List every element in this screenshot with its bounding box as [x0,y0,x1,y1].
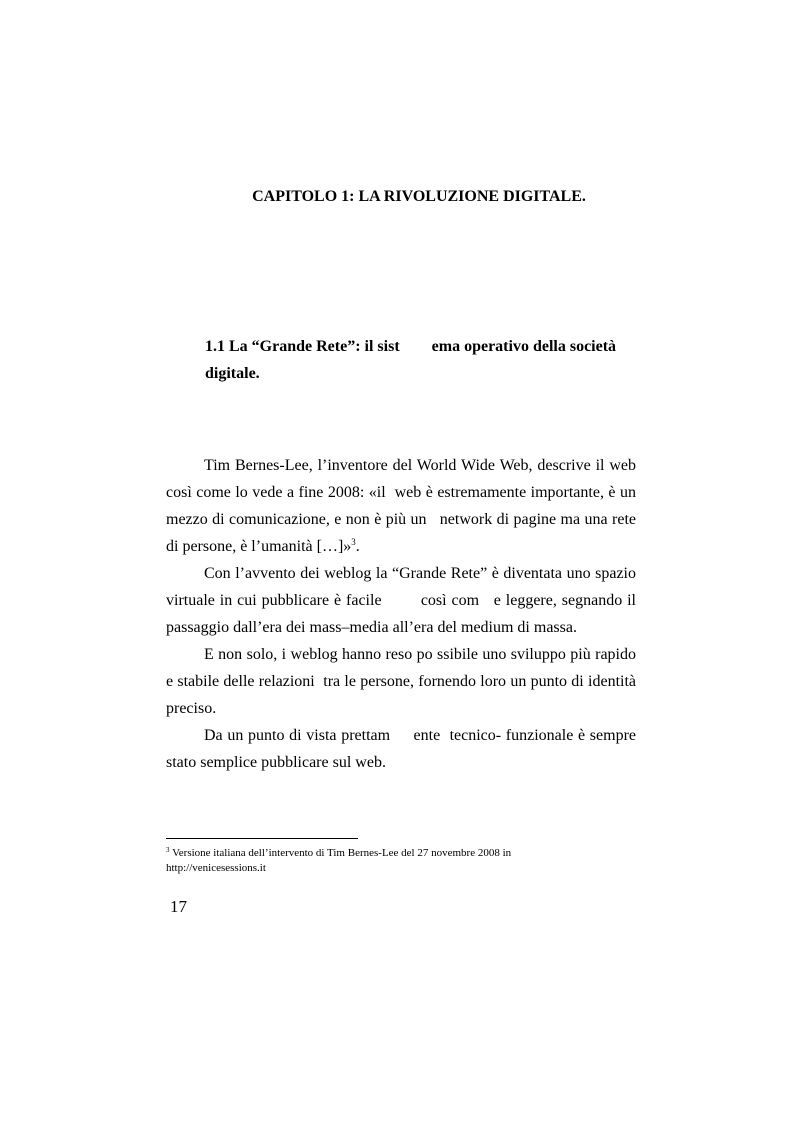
text-line: mezzo di comunicazione, e non è più un network di pagine ma una rete [166,511,636,528]
footnote-link[interactable]: http://venicesessions.it [166,862,266,874]
text-line: virtuale in cui pubblicare è facile così com e leggere, segnando il [166,592,636,609]
text-line: Tim Bernes-Lee, l’inventore del World Wide Web, descrive il web [204,457,636,474]
paragraph [166,641,636,722]
body-text [166,452,636,776]
footnote-line-1 [166,846,636,861]
text-line: stato semplice pubblicare sul web. [166,754,386,771]
text-line: e stabile delle relazioni tra le persone, fornendo loro un punto di identità [166,673,636,690]
footnote-separator [166,838,358,839]
paragraph [166,722,636,776]
text-line [166,533,636,560]
section-heading [205,333,635,387]
text-line: E non solo, i weblog hanno reso po ssibile uno sviluppo più rapido [204,646,636,663]
text-fragment: . [355,538,360,555]
footnote [166,846,636,876]
footnote-text: Versione italiana dell’intervento di Tim Bernes-Lee del 27 novembre 2008 in [172,847,512,859]
text-line: Con l’avvento dei weblog la “Grande Rete” è diventata uno spazio [204,565,636,582]
paragraph [166,452,636,560]
text-line: così come lo vede a fine 2008: «il web è estremamente importante, è un [166,484,636,501]
section-heading-line-1: 1.1 La “Grande Rete”: il sist ema operativo della società [205,338,617,355]
footnote-reference: 3 [351,537,356,547]
section-heading-line-2: digitale. [205,365,260,382]
page-number: 17 [170,897,187,916]
text-line: preciso. [166,700,217,717]
paragraph [166,560,636,641]
text-line: passaggio dall’era dei mass–media all’era del medium di massa. [166,619,577,636]
text-fragment: di persone, è l’umanità […]» [166,538,352,555]
footnote-number: 3 [166,846,170,854]
text-line: Da un punto di vista prettam ente tecnico- funzionale è sempre [204,727,636,744]
chapter-title: CAPITOLO 1: LA RIVOLUZIONE DIGITALE. [252,188,586,205]
